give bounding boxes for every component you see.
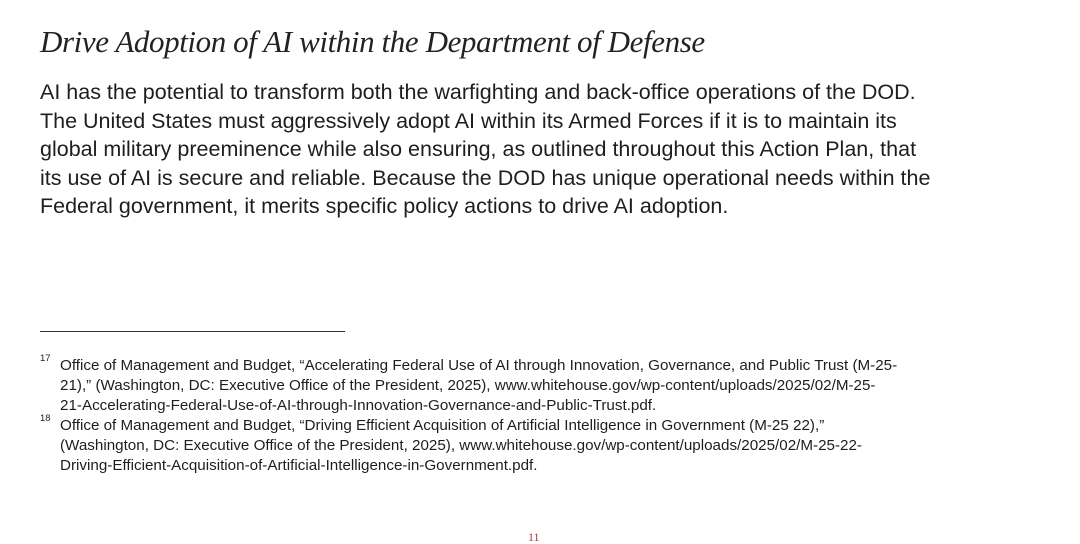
footnote-line: Office of Management and Budget, “Driving Efficient Acquisition of Artificial Intelligence in Government (M-25 22),” (60, 417, 825, 434)
footnote-line: (Washington, DC: Executive Office of the President, 2025), www.whitehouse.gov/wp-content/uploads/2025/02/M-25-22- (60, 437, 862, 454)
section-heading: Drive Adoption of AI within the Department of Defense (40, 24, 705, 59)
footnote-line: Driving-Efficient-Acquisition-of-Artificial-Intelligence-in-Government.pdf. (60, 457, 538, 474)
footnote-line: 21-Accelerating-Federal-Use-of-AI-through-Innovation-Governance-and-Public-Trust.pdf. (60, 397, 657, 414)
footnote-18 (40, 413, 1040, 476)
footnote-divider (40, 331, 345, 332)
page-number: 11 (528, 530, 540, 544)
footnote-17 (40, 353, 1040, 416)
body-line: Federal government, it merits specific policy actions to drive AI adoption. (40, 194, 729, 218)
body-line: The United States must aggressively adopt AI within its Armed Forces if it is to maintain its (40, 108, 897, 133)
footnotes-section (40, 353, 1040, 476)
footnote-number: 18 (40, 413, 51, 424)
footnote-number: 17 (40, 353, 51, 364)
footnote-line: 21),” (Washington, DC: Executive Office of the President, 2025), www.whitehouse.gov/wp-content/uploads/2025/02/M-25- (60, 377, 876, 394)
footnote-line: Office of Management and Budget, “Accelerating Federal Use of AI through Innovation, Governance, and Public Trust (M-25- (60, 357, 898, 374)
body-line: AI has the potential to transform both the warfighting and back-office operations of the DOD. (40, 80, 916, 104)
body-line: its use of AI is secure and reliable. Because the DOD has unique operational needs within the (40, 165, 931, 190)
body-line: global military preeminence while also ensuring, as outlined throughout this Action Plan, that (40, 137, 917, 161)
body-paragraph (40, 78, 930, 221)
